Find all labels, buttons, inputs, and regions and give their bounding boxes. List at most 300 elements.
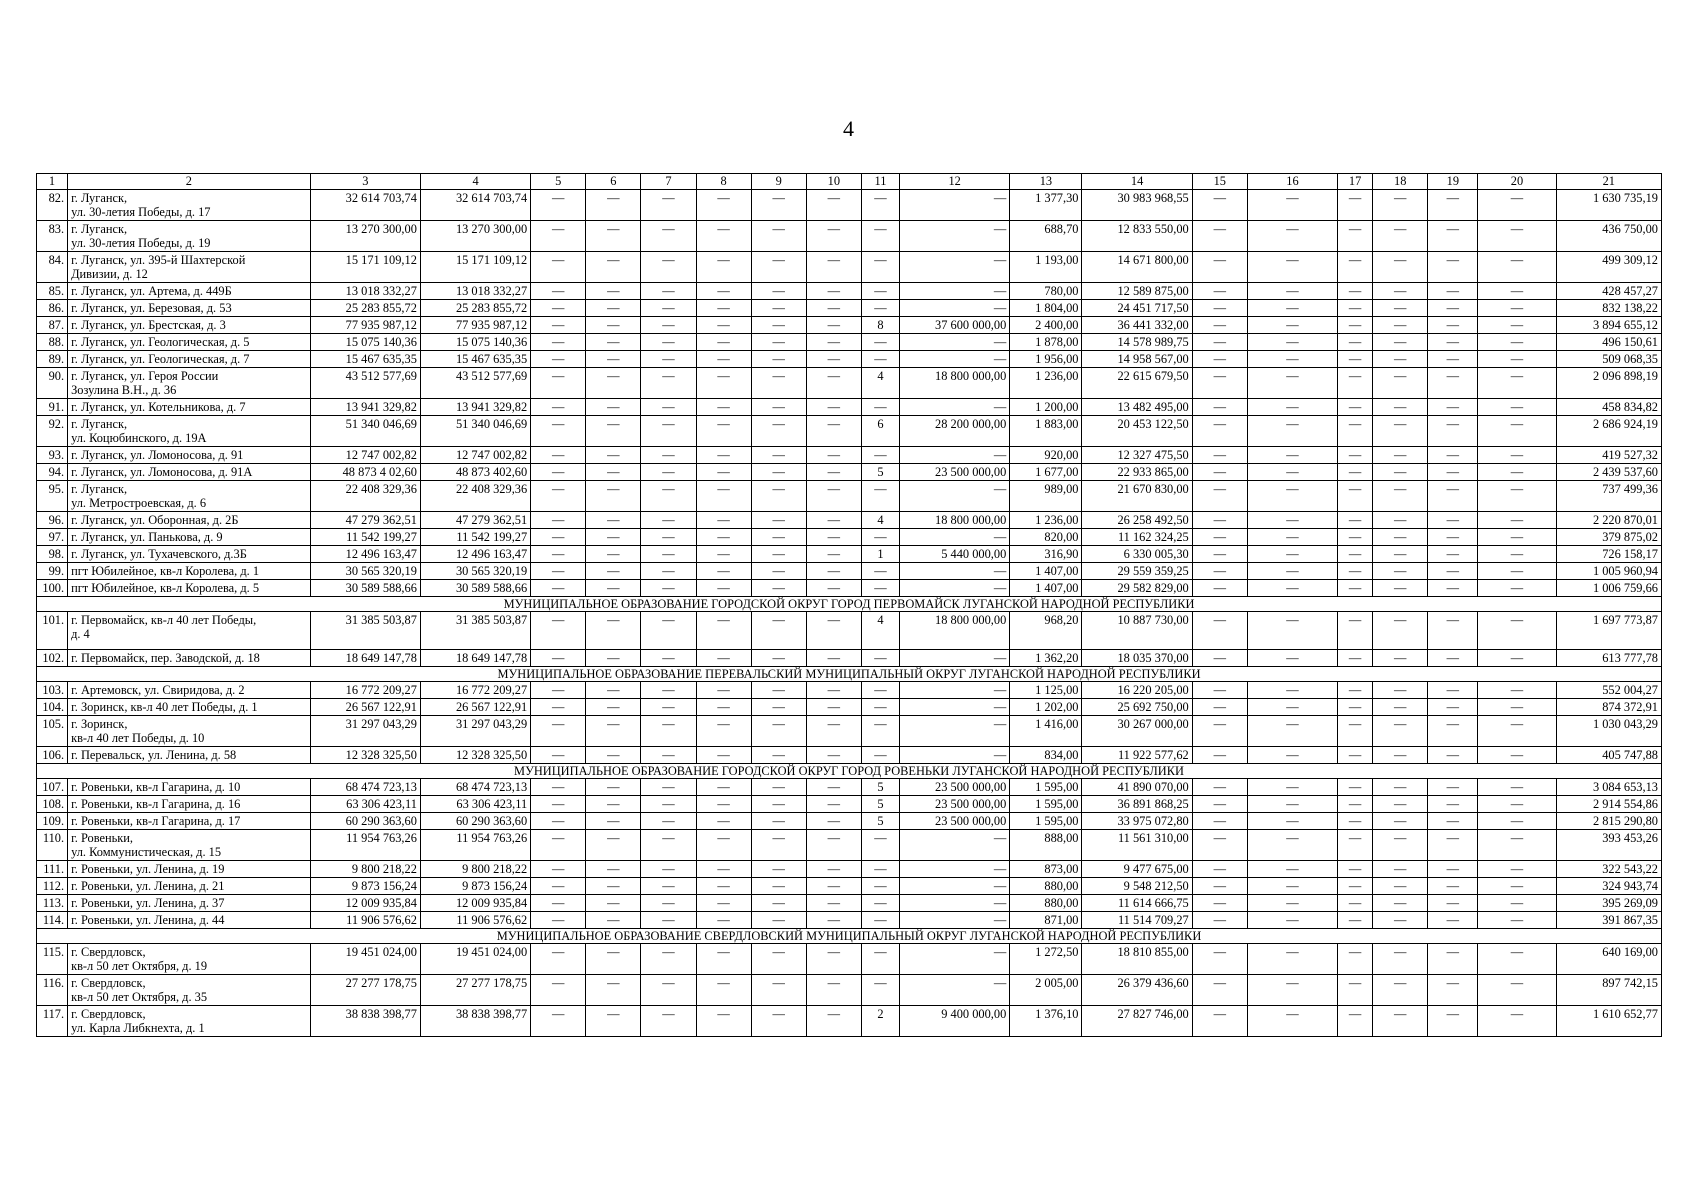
empty-cell-dash: — <box>586 796 641 813</box>
empty-cell-dash: — <box>1247 612 1337 650</box>
empty-cell-dash: — <box>1428 779 1478 796</box>
address-cell: г. Артемовск, ул. Свиридова, д. 2 <box>68 682 311 699</box>
empty-cell-dash: — <box>806 813 861 830</box>
table-row <box>37 252 1662 283</box>
empty-cell-dash: — <box>1478 580 1556 597</box>
area-cell: 880,00 <box>1010 895 1082 912</box>
empty-cell-dash: — <box>641 512 696 529</box>
empty-cell-dash: — <box>586 529 641 546</box>
address-cell: г. Свердловск, кв-л 50 лет Октября, д. 35 <box>68 975 311 1006</box>
row-number: 95. <box>37 481 68 512</box>
empty-cell-dash: — <box>1338 650 1373 667</box>
empty-cell-dash: — <box>1373 546 1428 563</box>
area-cell: 1 362,20 <box>1010 650 1082 667</box>
empty-cell-dash: — <box>751 580 806 597</box>
empty-cell-dash: — <box>806 779 861 796</box>
empty-cell-dash: — <box>586 612 641 650</box>
empty-cell-dash: — <box>1338 190 1373 221</box>
empty-cell-dash: — <box>586 779 641 796</box>
area-cell: 1 416,00 <box>1010 716 1082 747</box>
amount-cell: 27 827 746,00 <box>1082 1006 1192 1037</box>
empty-cell-dash: — <box>696 912 751 929</box>
empty-cell-dash: — <box>1338 580 1373 597</box>
cost-cell: 25 283 855,72 <box>420 300 530 317</box>
empty-cell-dash: — <box>1247 512 1337 529</box>
area-cell: 1 677,00 <box>1010 464 1082 481</box>
empty-cell-dash: — <box>1478 650 1556 667</box>
row-number: 101. <box>37 612 68 650</box>
row-number: 104. <box>37 699 68 716</box>
cost-cell: 48 873 402,60 <box>420 464 530 481</box>
empty-cell-dash: — <box>531 682 586 699</box>
address-cell: г. Свердловск, ул. Карла Либкнехта, д. 1 <box>68 1006 311 1037</box>
empty-cell-dash: — <box>1338 796 1373 813</box>
empty-cell-dash: — <box>806 895 861 912</box>
row-number: 83. <box>37 221 68 252</box>
section-heading: МУНИЦИПАЛЬНОЕ ОБРАЗОВАНИЕ ГОРОДСКОЙ ОКРУГ ГОРОД РОВЕНЬКИ ЛУГАНСКОЙ НАРОДНОЙ РЕСПУБЛИКИ <box>37 764 1662 779</box>
empty-cell-dash: — <box>531 512 586 529</box>
area-cell: 688,70 <box>1010 221 1082 252</box>
empty-cell-dash: — <box>806 334 861 351</box>
count-cell: — <box>861 221 899 252</box>
empty-cell-dash: — <box>1478 190 1556 221</box>
empty-cell-dash: — <box>751 563 806 580</box>
empty-cell-dash: — <box>1247 481 1337 512</box>
empty-cell-dash: — <box>696 861 751 878</box>
address-cell: пгт Юбилейное, кв-л Королева, д. 1 <box>68 563 311 580</box>
row-number: 110. <box>37 830 68 861</box>
empty-cell-dash: — <box>696 317 751 334</box>
address-cell: г. Ровеньки, ул. Коммунистическая, д. 15 <box>68 830 311 861</box>
empty-cell-dash: — <box>696 416 751 447</box>
address-cell: г. Луганск, ул. Оборонная, д. 2Б <box>68 512 311 529</box>
amount-cell: 419 527,32 <box>1556 447 1661 464</box>
empty-cell-dash: — <box>1478 351 1556 368</box>
empty-cell-dash: — <box>696 975 751 1006</box>
column-number: 13 <box>1010 174 1082 190</box>
amount-cell: 458 834,82 <box>1556 399 1661 416</box>
amount-cell: 499 309,12 <box>1556 252 1661 283</box>
area-cell: 1 236,00 <box>1010 512 1082 529</box>
area-cell: 1 193,00 <box>1010 252 1082 283</box>
count-cell: 4 <box>861 512 899 529</box>
amount-cell: 9 548 212,50 <box>1082 878 1192 895</box>
empty-cell-dash: — <box>1192 221 1247 252</box>
empty-cell-dash: — <box>531 317 586 334</box>
column-number: 4 <box>420 174 530 190</box>
empty-cell-dash: — <box>586 813 641 830</box>
empty-cell-dash: — <box>751 190 806 221</box>
column-number: 3 <box>310 174 420 190</box>
empty-cell-dash: — <box>696 464 751 481</box>
address-cell: пгт Юбилейное, кв-л Королева, д. 5 <box>68 580 311 597</box>
area-cell: 888,00 <box>1010 830 1082 861</box>
amount-cell: — <box>900 861 1010 878</box>
empty-cell-dash: — <box>586 252 641 283</box>
address-cell: г. Луганск, ул. Артема, д. 449Б <box>68 283 311 300</box>
amount-cell: — <box>900 878 1010 895</box>
cost-cell: 18 649 147,78 <box>420 650 530 667</box>
total-cost-cell: 25 283 855,72 <box>310 300 420 317</box>
empty-cell-dash: — <box>751 682 806 699</box>
amount-cell: 391 867,35 <box>1556 912 1661 929</box>
empty-cell-dash: — <box>531 190 586 221</box>
amount-cell: 28 200 000,00 <box>900 416 1010 447</box>
empty-cell-dash: — <box>586 283 641 300</box>
table-row <box>37 580 1662 597</box>
empty-cell-dash: — <box>1338 612 1373 650</box>
empty-cell-dash: — <box>1247 190 1337 221</box>
empty-cell-dash: — <box>1192 779 1247 796</box>
total-cost-cell: 13 941 329,82 <box>310 399 420 416</box>
empty-cell-dash: — <box>806 351 861 368</box>
address-cell: г. Луганск, ул. 30-летия Победы, д. 17 <box>68 190 311 221</box>
empty-cell-dash: — <box>1192 682 1247 699</box>
empty-cell-dash: — <box>1192 529 1247 546</box>
cost-cell: 16 772 209,27 <box>420 682 530 699</box>
empty-cell-dash: — <box>1373 190 1428 221</box>
empty-cell-dash: — <box>641 699 696 716</box>
table-row <box>37 399 1662 416</box>
empty-cell-dash: — <box>531 334 586 351</box>
amount-cell: 1 005 960,94 <box>1556 563 1661 580</box>
amount-cell: 1 610 652,77 <box>1556 1006 1661 1037</box>
empty-cell-dash: — <box>1373 878 1428 895</box>
row-number: 82. <box>37 190 68 221</box>
amount-cell: 613 777,78 <box>1556 650 1661 667</box>
empty-cell-dash: — <box>1428 221 1478 252</box>
total-cost-cell: 32 614 703,74 <box>310 190 420 221</box>
amount-cell: — <box>900 447 1010 464</box>
count-cell: — <box>861 399 899 416</box>
amount-cell: 11 162 324,25 <box>1082 529 1192 546</box>
empty-cell-dash: — <box>531 912 586 929</box>
column-number: 2 <box>68 174 311 190</box>
empty-cell-dash: — <box>1428 512 1478 529</box>
address-cell: г. Луганск, ул. Березовая, д. 53 <box>68 300 311 317</box>
cost-cell: 31 297 043,29 <box>420 716 530 747</box>
empty-cell-dash: — <box>1478 546 1556 563</box>
area-cell: 1 272,50 <box>1010 944 1082 975</box>
count-cell: — <box>861 830 899 861</box>
table-row <box>37 878 1662 895</box>
empty-cell-dash: — <box>806 481 861 512</box>
empty-cell-dash: — <box>1338 975 1373 1006</box>
empty-cell-dash: — <box>1373 830 1428 861</box>
count-cell: 5 <box>861 796 899 813</box>
empty-cell-dash: — <box>1428 580 1478 597</box>
total-cost-cell: 18 649 147,78 <box>310 650 420 667</box>
empty-cell-dash: — <box>1373 481 1428 512</box>
amount-cell: — <box>900 252 1010 283</box>
empty-cell-dash: — <box>1247 283 1337 300</box>
amount-cell: 552 004,27 <box>1556 682 1661 699</box>
table-row <box>37 1006 1662 1037</box>
empty-cell-dash: — <box>806 546 861 563</box>
cost-cell: 63 306 423,11 <box>420 796 530 813</box>
address-cell: г. Ровеньки, ул. Ленина, д. 44 <box>68 912 311 929</box>
row-number: 90. <box>37 368 68 399</box>
empty-cell-dash: — <box>1192 944 1247 975</box>
address-cell: г. Зоринск, кв-л 40 лет Победы, д. 1 <box>68 699 311 716</box>
empty-cell-dash: — <box>1338 878 1373 895</box>
empty-cell-dash: — <box>1192 813 1247 830</box>
empty-cell-dash: — <box>1338 861 1373 878</box>
empty-cell-dash: — <box>1478 1006 1556 1037</box>
empty-cell-dash: — <box>531 650 586 667</box>
empty-cell-dash: — <box>1478 878 1556 895</box>
empty-cell-dash: — <box>1428 317 1478 334</box>
empty-cell-dash: — <box>1373 716 1428 747</box>
empty-cell-dash: — <box>806 399 861 416</box>
empty-cell-dash: — <box>586 650 641 667</box>
amount-cell: 1 630 735,19 <box>1556 190 1661 221</box>
empty-cell-dash: — <box>1428 650 1478 667</box>
empty-cell-dash: — <box>531 975 586 1006</box>
amount-cell: 897 742,15 <box>1556 975 1661 1006</box>
empty-cell-dash: — <box>586 334 641 351</box>
table-row <box>37 351 1662 368</box>
empty-cell-dash: — <box>1338 481 1373 512</box>
amount-cell: 30 267 000,00 <box>1082 716 1192 747</box>
count-cell: — <box>861 563 899 580</box>
area-cell: 880,00 <box>1010 878 1082 895</box>
empty-cell-dash: — <box>641 351 696 368</box>
row-number: 87. <box>37 317 68 334</box>
empty-cell-dash: — <box>1478 447 1556 464</box>
empty-cell-dash: — <box>1192 300 1247 317</box>
table-row <box>37 300 1662 317</box>
empty-cell-dash: — <box>641 830 696 861</box>
empty-cell-dash: — <box>751 464 806 481</box>
empty-cell-dash: — <box>806 221 861 252</box>
empty-cell-dash: — <box>1373 563 1428 580</box>
empty-cell-dash: — <box>1478 912 1556 929</box>
total-cost-cell: 77 935 987,12 <box>310 317 420 334</box>
amount-cell: — <box>900 580 1010 597</box>
empty-cell-dash: — <box>1428 830 1478 861</box>
address-cell: г. Ровеньки, кв-л Гагарина, д. 10 <box>68 779 311 796</box>
empty-cell-dash: — <box>641 529 696 546</box>
table-row <box>37 190 1662 221</box>
page-number: 4 <box>843 116 854 141</box>
row-number: 108. <box>37 796 68 813</box>
empty-cell-dash: — <box>806 861 861 878</box>
amount-cell: 2 439 537,60 <box>1556 464 1661 481</box>
cost-cell: 32 614 703,74 <box>420 190 530 221</box>
empty-cell-dash: — <box>751 546 806 563</box>
total-cost-cell: 27 277 178,75 <box>310 975 420 1006</box>
empty-cell-dash: — <box>751 481 806 512</box>
empty-cell-dash: — <box>1478 283 1556 300</box>
empty-cell-dash: — <box>1478 334 1556 351</box>
empty-cell-dash: — <box>641 716 696 747</box>
table-row <box>37 416 1662 447</box>
cost-cell: 22 408 329,36 <box>420 481 530 512</box>
total-cost-cell: 38 838 398,77 <box>310 1006 420 1037</box>
empty-cell-dash: — <box>696 447 751 464</box>
area-cell: 1 878,00 <box>1010 334 1082 351</box>
empty-cell-dash: — <box>1247 529 1337 546</box>
table-row <box>37 368 1662 399</box>
amount-cell: 1 030 043,29 <box>1556 716 1661 747</box>
empty-cell-dash: — <box>1192 464 1247 481</box>
empty-cell-dash: — <box>751 944 806 975</box>
empty-cell-dash: — <box>586 580 641 597</box>
address-cell: г. Луганск, ул. Котельникова, д. 7 <box>68 399 311 416</box>
total-cost-cell: 63 306 423,11 <box>310 796 420 813</box>
count-cell: — <box>861 912 899 929</box>
table-row <box>37 512 1662 529</box>
empty-cell-dash: — <box>1247 895 1337 912</box>
area-cell: 989,00 <box>1010 481 1082 512</box>
empty-cell-dash: — <box>751 975 806 1006</box>
amount-cell: — <box>900 190 1010 221</box>
empty-cell-dash: — <box>1373 861 1428 878</box>
area-cell: 873,00 <box>1010 861 1082 878</box>
column-number: 9 <box>751 174 806 190</box>
area-cell: 1 595,00 <box>1010 779 1082 796</box>
row-number: 91. <box>37 399 68 416</box>
empty-cell-dash: — <box>1428 368 1478 399</box>
empty-cell-dash: — <box>531 221 586 252</box>
area-cell: 1 200,00 <box>1010 399 1082 416</box>
empty-cell-dash: — <box>1192 283 1247 300</box>
amount-cell: 36 891 868,25 <box>1082 796 1192 813</box>
cost-cell: 13 018 332,27 <box>420 283 530 300</box>
amount-cell: 874 372,91 <box>1556 699 1661 716</box>
empty-cell-dash: — <box>696 580 751 597</box>
row-number: 102. <box>37 650 68 667</box>
empty-cell-dash: — <box>1373 464 1428 481</box>
empty-cell-dash: — <box>531 1006 586 1037</box>
cost-cell: 12 009 935,84 <box>420 895 530 912</box>
amount-cell: 393 453,26 <box>1556 830 1661 861</box>
empty-cell-dash: — <box>1192 747 1247 764</box>
empty-cell-dash: — <box>586 221 641 252</box>
address-cell: г. Луганск, ул. Ломоносова, д. 91А <box>68 464 311 481</box>
amount-cell: 6 330 005,30 <box>1082 546 1192 563</box>
empty-cell-dash: — <box>1373 351 1428 368</box>
amount-cell: — <box>900 334 1010 351</box>
empty-cell-dash: — <box>1478 252 1556 283</box>
row-number: 103. <box>37 682 68 699</box>
empty-cell-dash: — <box>1478 861 1556 878</box>
amount-cell: 2 815 290,80 <box>1556 813 1661 830</box>
empty-cell-dash: — <box>806 447 861 464</box>
amount-cell: 37 600 000,00 <box>900 317 1010 334</box>
empty-cell-dash: — <box>1373 747 1428 764</box>
cost-cell: 77 935 987,12 <box>420 317 530 334</box>
empty-cell-dash: — <box>1428 747 1478 764</box>
empty-cell-dash: — <box>1338 830 1373 861</box>
column-number-row <box>37 174 1662 190</box>
table-row <box>37 796 1662 813</box>
total-cost-cell: 11 954 763,26 <box>310 830 420 861</box>
empty-cell-dash: — <box>1247 563 1337 580</box>
amount-cell: 18 800 000,00 <box>900 612 1010 650</box>
table-row <box>37 830 1662 861</box>
empty-cell-dash: — <box>1192 512 1247 529</box>
amount-cell: 405 747,88 <box>1556 747 1661 764</box>
amount-cell: 379 875,02 <box>1556 529 1661 546</box>
empty-cell-dash: — <box>751 399 806 416</box>
empty-cell-dash: — <box>1373 912 1428 929</box>
empty-cell-dash: — <box>806 699 861 716</box>
total-cost-cell: 12 328 325,50 <box>310 747 420 764</box>
amount-cell: 11 514 709,27 <box>1082 912 1192 929</box>
amount-cell: 640 169,00 <box>1556 944 1661 975</box>
empty-cell-dash: — <box>531 944 586 975</box>
empty-cell-dash: — <box>641 368 696 399</box>
row-number: 89. <box>37 351 68 368</box>
cost-cell: 11 542 199,27 <box>420 529 530 546</box>
empty-cell-dash: — <box>751 813 806 830</box>
row-number: 114. <box>37 912 68 929</box>
amount-cell: 395 269,09 <box>1556 895 1661 912</box>
amount-cell: 23 500 000,00 <box>900 813 1010 830</box>
row-number: 92. <box>37 416 68 447</box>
empty-cell-dash: — <box>751 779 806 796</box>
empty-cell-dash: — <box>1478 221 1556 252</box>
cost-cell: 15 467 635,35 <box>420 351 530 368</box>
empty-cell-dash: — <box>1428 300 1478 317</box>
empty-cell-dash: — <box>1338 447 1373 464</box>
empty-cell-dash: — <box>1373 300 1428 317</box>
empty-cell-dash: — <box>1478 317 1556 334</box>
amount-cell: 2 096 898,19 <box>1556 368 1661 399</box>
empty-cell-dash: — <box>531 830 586 861</box>
amount-cell: 20 453 122,50 <box>1082 416 1192 447</box>
amount-cell: 18 810 855,00 <box>1082 944 1192 975</box>
empty-cell-dash: — <box>641 682 696 699</box>
amount-cell: 24 451 717,50 <box>1082 300 1192 317</box>
count-cell: — <box>861 252 899 283</box>
empty-cell-dash: — <box>1338 912 1373 929</box>
empty-cell-dash: — <box>586 895 641 912</box>
empty-cell-dash: — <box>1373 416 1428 447</box>
empty-cell-dash: — <box>806 300 861 317</box>
empty-cell-dash: — <box>586 190 641 221</box>
empty-cell-dash: — <box>641 317 696 334</box>
amount-cell: 3 084 653,13 <box>1556 779 1661 796</box>
amount-cell: 12 327 475,50 <box>1082 447 1192 464</box>
table-row <box>37 529 1662 546</box>
empty-cell-dash: — <box>1338 682 1373 699</box>
table-row <box>37 716 1662 747</box>
area-cell: 2 400,00 <box>1010 317 1082 334</box>
count-cell: 1 <box>861 546 899 563</box>
empty-cell-dash: — <box>806 830 861 861</box>
total-cost-cell: 12 747 002,82 <box>310 447 420 464</box>
empty-cell-dash: — <box>1247 699 1337 716</box>
empty-cell-dash: — <box>1428 190 1478 221</box>
count-cell: — <box>861 699 899 716</box>
address-cell: г. Ровеньки, кв-л Гагарина, д. 17 <box>68 813 311 830</box>
table-row <box>37 283 1662 300</box>
area-cell: 2 005,00 <box>1010 975 1082 1006</box>
empty-cell-dash: — <box>586 368 641 399</box>
column-number: 19 <box>1428 174 1478 190</box>
table-row <box>37 334 1662 351</box>
count-cell: — <box>861 351 899 368</box>
empty-cell-dash: — <box>1338 368 1373 399</box>
empty-cell-dash: — <box>1428 716 1478 747</box>
empty-cell-dash: — <box>1428 682 1478 699</box>
count-cell: — <box>861 580 899 597</box>
cost-cell: 15 075 140,36 <box>420 334 530 351</box>
empty-cell-dash: — <box>806 580 861 597</box>
